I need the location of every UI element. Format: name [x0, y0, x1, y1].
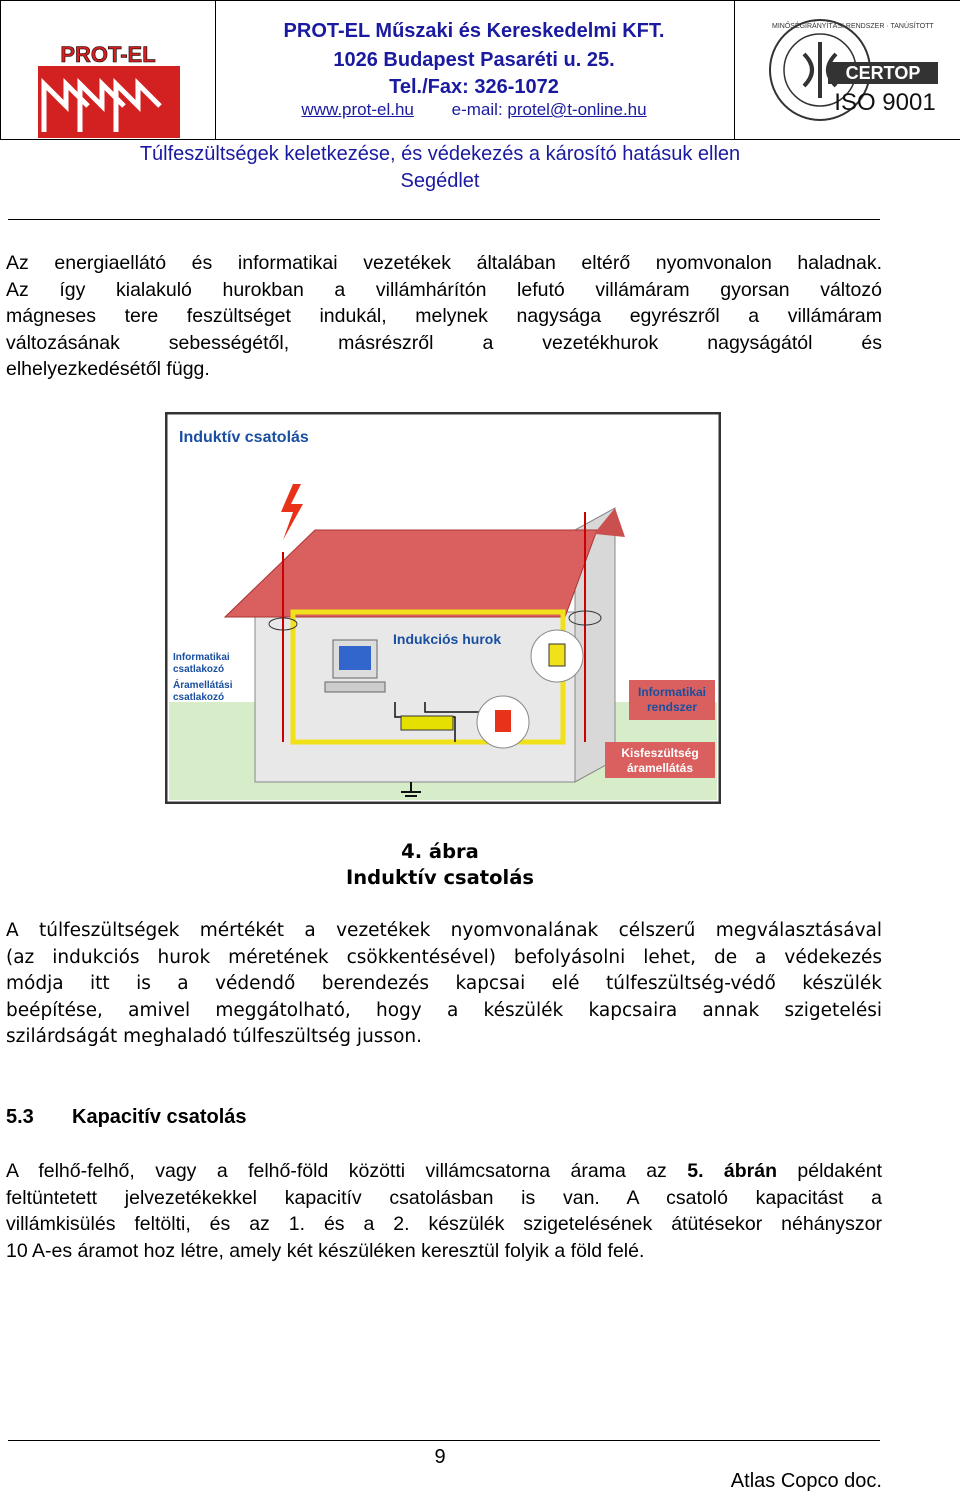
- intro-line: Az energiaellátó és informatikai vezetékek általában eltérő nyomvonalon haladnak.: [6, 252, 882, 274]
- company-address: 1026 Budapest Pasaréti u. 25.: [333, 49, 615, 71]
- inductive-coupling-figure: [165, 412, 721, 804]
- svg-text:Informatikai: Informatikai: [637, 685, 707, 699]
- section-line: villámkisülés feltölti, és az 1. és a 2. készülék szigetelésének átütésekor néhányszor: [6, 1213, 882, 1235]
- figure-title: Induktív csatolás: [179, 429, 309, 446]
- figure-caption: Induktív csatolás: [346, 866, 534, 889]
- website-link[interactable]: www.prot-el.hu: [301, 100, 414, 119]
- body-line: beépítése, amivel meggátolható, hogy a készülék kapcsaira annak szigetelési: [6, 999, 882, 1021]
- doc-subtitle: Segédlet: [400, 170, 480, 192]
- email-label: e-mail:: [451, 100, 503, 119]
- intro-paragraph: [6, 250, 882, 383]
- svg-text:rendszer: rendszer: [646, 700, 698, 714]
- intro-line: változásának sebességétől, másrészről a vezetékhurok nagyságától és: [6, 331, 882, 354]
- loop-label: Indukciós hurok: [393, 631, 502, 647]
- svg-text:csatlakozó: csatlakozó: [173, 692, 225, 703]
- svg-text:PROT-EL: PROT-EL: [60, 42, 156, 67]
- prot-el-logo: [30, 40, 190, 140]
- figure-number: 4. ábra: [401, 840, 479, 863]
- section-line: A felhő-felhő, vagy a felhő-föld közötti villámcsatorna árama az 5. ábrán példaként: [6, 1160, 882, 1182]
- section-line: feltüntetett jelvezetékekkel kapacitív csatolásban is van. A csatoló kapacitást a: [6, 1186, 882, 1209]
- body-line: A túlfeszültségek mértékét a vezetékek nyomvonalának célszerű megválasztásával: [6, 920, 882, 941]
- svg-text:MINŐSÉGIRÁNYÍTÁSI RENDSZER · T: MINŐSÉGIRÁNYÍTÁSI RENDSZER · TANÚSÍTOTT: [772, 23, 934, 30]
- certop-iso-logo: [760, 8, 950, 134]
- svg-text:csatlakozó: csatlakozó: [173, 664, 225, 675]
- svg-text:ISO 9001: ISO 9001: [834, 89, 936, 116]
- section-paragraph: [6, 1158, 882, 1264]
- svg-text:Áramellátási: Áramellátási: [173, 680, 233, 691]
- doc-title: Túlfeszültségek keletkezése, és védekezés a károsító hatásuk ellen: [139, 143, 741, 165]
- contact-line: [224, 100, 724, 120]
- email-link[interactable]: protel@t-online.hu: [507, 100, 647, 119]
- footer-doc-label: Atlas Copco doc.: [730, 1470, 882, 1492]
- body-line: szilárdságát meghaladó túlfeszültség jusson.: [6, 1026, 422, 1047]
- body-paragraph: [6, 918, 882, 1051]
- svg-text:áramellátás: áramellátás: [626, 761, 694, 775]
- page-header: [0, 0, 960, 140]
- intro-line: mágneses tere feszültséget indukál, melynek nagysága egyrészről a villámáram: [6, 305, 882, 327]
- page-number: 9: [434, 1446, 446, 1468]
- intro-line: elhelyezkedésétől függ.: [6, 358, 210, 380]
- section-line: 10 A-es áramot hoz létre, amely két készüléken keresztül folyik a föld felé.: [6, 1239, 645, 1262]
- company-phone: Tel./Fax: 326-1072: [389, 76, 559, 98]
- svg-text:Kisfeszültség: Kisfeszültség: [621, 746, 699, 760]
- svg-text:Informatikai: Informatikai: [173, 652, 230, 663]
- section-heading: [6, 1106, 247, 1129]
- svg-text:CERTOP: CERTOP: [845, 63, 921, 83]
- body-line: (az indukciós hurok méretének csökkentésével) befolyásolni lehet, de a védekezés: [6, 946, 882, 968]
- body-line: módja itt is a védendő berendezés kapcsai elé túlfeszültség-védő készülék: [6, 973, 882, 994]
- section-title: Kapacitív csatolás: [72, 1106, 247, 1128]
- intro-line: Az így kialakuló hurokban a villámhárítón lefutó villámáram gyorsan változó: [6, 278, 882, 301]
- header-rule: [8, 219, 880, 220]
- company-name: PROT-EL Műszaki és Kereskedelmi KFT.: [283, 20, 665, 42]
- section-number: 5.3: [6, 1106, 34, 1128]
- footer-rule: [8, 1440, 880, 1441]
